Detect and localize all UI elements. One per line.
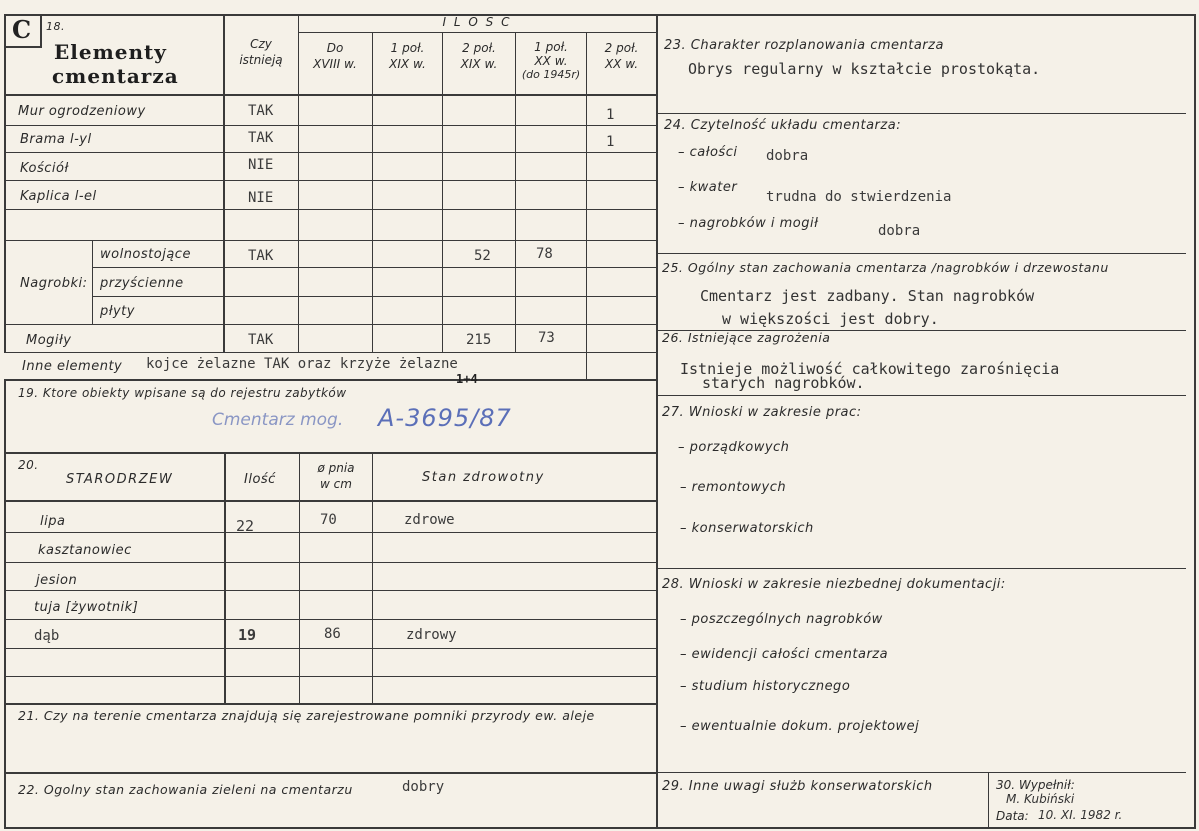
sec20-row-line	[4, 648, 656, 649]
sec24-item-label: – całości	[678, 145, 738, 160]
row-exists-mur: TAK	[248, 103, 274, 119]
sec20-row-line	[4, 562, 656, 563]
row-line	[92, 296, 656, 297]
sec23-value: Obrys regularny w kształcie prostokąta.	[688, 60, 1041, 78]
sec27-item: – porządkowych	[678, 440, 790, 455]
sec24-item-value: dobra	[878, 223, 921, 239]
border-right	[1194, 14, 1196, 829]
sec22-value: dobry	[402, 779, 445, 795]
mogily-label: Mogiły	[26, 333, 72, 348]
vline-p5	[586, 32, 587, 380]
tree-name: dąb	[34, 628, 60, 644]
header-period-3: 2 poł. XIX w.	[460, 41, 498, 71]
sec26-value-line2: starych nagrobków.	[702, 374, 865, 392]
header-ilosc: I L O S C	[442, 15, 512, 29]
row-line	[4, 324, 656, 325]
sec19-label: 19. Ktore obiekty wpisane są do rejestru zabytków	[18, 386, 347, 400]
header-bottom	[4, 94, 656, 96]
sec19-hand-number: A-3695/87	[378, 404, 512, 432]
nagrobki-row-p3: 52	[474, 248, 491, 264]
sec27-item: – remontowych	[680, 480, 787, 495]
vline-exists	[223, 14, 225, 380]
sec28-item: – ewidencji całości cmentarza	[680, 647, 889, 662]
sec20-top	[4, 452, 656, 454]
sec24-top	[658, 113, 1186, 114]
sec25-value-line1: Cmentarz jest zadbany. Stan nagrobków	[700, 287, 1035, 305]
sec28-item: – poszczególnych nagrobków	[680, 612, 883, 627]
sec20-col-count: Ilość	[244, 472, 276, 487]
row-line	[4, 152, 656, 153]
border-left	[4, 14, 6, 829]
sec26-value-line1: Istnieje możliwość całkowitego zarośnięcia	[680, 360, 1060, 378]
title-line1: Elementy	[54, 40, 167, 64]
sec24-label: 24. Czytelność układu cmentarza:	[664, 118, 902, 133]
sec23-label: 23. Charakter rozplanowania cmentarza	[664, 38, 944, 53]
mogily-exists: TAK	[248, 332, 274, 348]
sec21-label: 21. Czy na terenie cmentarza znajdują się zarejestrowane pomniki przyrody ew. aleje	[18, 708, 595, 723]
sec30-date-label: Data:	[996, 809, 1029, 823]
sec26-label: 26. Istniejące zagrożenia	[662, 330, 831, 345]
tree-diam: 70	[320, 512, 337, 528]
inne-value: kojce żelazne TAK oraz krzyże żelazne	[146, 356, 458, 372]
sec28-item: – ewentualnie dokum. projektowej	[680, 719, 920, 734]
sec25-top	[658, 253, 1186, 254]
row-label-kaplica: Kaplica l-el	[20, 189, 97, 204]
vline-p4	[515, 32, 516, 380]
sec20-row-line	[4, 590, 656, 591]
tree-health: zdrowe	[404, 512, 455, 528]
c-box-bottom	[4, 46, 42, 48]
sec20-vline	[372, 452, 373, 704]
row-label-kosciol: Kościół	[20, 161, 69, 176]
header-period-2: 1 poł. XIX w.	[389, 41, 426, 71]
nagrobki-row-label: płyty	[100, 304, 135, 319]
header-period-4: 1 poł. XX w. (do 1945r)	[521, 40, 581, 81]
row-line	[4, 125, 656, 126]
sec20-number: 20.	[18, 458, 39, 472]
sec20-header-bottom	[4, 500, 656, 502]
sec28-label: 28. Wnioski w zakresie niezbednej dokumentacji:	[662, 577, 1006, 592]
tree-name: kasztanowiec	[38, 543, 132, 558]
sec28-item: – studium historycznego	[680, 679, 851, 694]
section-number: 18.	[46, 20, 65, 33]
sec22-top	[4, 772, 656, 774]
sec20-col-health: Stan zdrowotny	[422, 470, 545, 485]
sec30-name: M. Kubiński	[1006, 792, 1075, 806]
tree-health: zdrowy	[406, 627, 457, 643]
sec25-label: 25. Ogólny stan zachowania cmentarza /nagrobków i drzewostanu	[662, 260, 1109, 275]
header-period-5: 2 poł. XX w.	[604, 41, 639, 71]
vline-p3	[442, 32, 443, 380]
sec25-value-line2: w większości jest dobry.	[722, 310, 939, 328]
sec20-title: STARODRZEW	[66, 472, 174, 487]
row-label-brama: Brama l-yl	[20, 132, 92, 147]
table-bottom	[4, 379, 656, 381]
row-p5-mur: 1	[606, 107, 615, 123]
row-exists-kaplica: NIE	[248, 190, 274, 206]
center-divider	[656, 14, 658, 829]
tree-name: lipa	[40, 514, 66, 529]
header-period-1: Do XVIII w.	[313, 41, 357, 71]
nagrobki-label: Nagrobki:	[20, 276, 88, 291]
sec29-top	[658, 772, 1186, 773]
row-exists-brama: TAK	[248, 130, 274, 146]
sec24-item-label: – nagrobków i mogił	[678, 216, 819, 231]
tree-name: jesion	[36, 573, 78, 588]
inne-count: 1+4	[456, 372, 478, 386]
row-p5-brama: 1	[606, 134, 615, 150]
row-line	[4, 209, 656, 210]
tree-name: tuja [żywotnik]	[34, 600, 139, 615]
row-line	[4, 240, 656, 241]
tree-diam: 86	[324, 626, 341, 642]
tree-count: 19	[238, 626, 257, 644]
sec30-date: 10. XI. 1982 r.	[1038, 808, 1123, 822]
nagrobki-row-exists: TAK	[248, 248, 274, 264]
sec27-label: 27. Wnioski w zakresie prac:	[662, 405, 862, 420]
ilosc-line	[298, 32, 656, 33]
card-letter: C	[12, 15, 32, 44]
sec20-row-line	[4, 676, 656, 677]
sec22-label: 22. Ogolny stan zachowania zieleni na cmentarzu	[18, 782, 353, 797]
vline-nagrobki	[92, 240, 93, 324]
row-line	[92, 267, 656, 268]
sec29-label: 29. Inne uwagi służb konserwatorskich	[662, 779, 933, 794]
row-exists-kosciol: NIE	[248, 157, 274, 173]
row-line	[4, 180, 656, 181]
nagrobki-row-label: przyścienne	[100, 276, 184, 291]
sec20-row-line	[4, 619, 656, 620]
sec30-divider	[988, 772, 989, 827]
sec24-item-value: trudna do stwierdzenia	[766, 189, 952, 205]
sec24-item-value: dobra	[766, 148, 809, 164]
row-label-mur: Mur ogrodzeniowy	[18, 104, 146, 119]
mogily-p4: 73	[538, 330, 555, 346]
mogily-p3: 215	[466, 332, 492, 348]
header-exists: Czy istnieją	[239, 37, 283, 67]
nagrobki-row-label: wolnostojące	[100, 247, 191, 262]
sec27-top	[658, 395, 1186, 396]
inne-label: Inne elementy	[22, 359, 123, 374]
sec30-label: 30. Wypełnił:	[996, 778, 1075, 792]
tree-count: 22	[236, 517, 255, 535]
border-bottom	[4, 827, 1196, 829]
sec27-item: – konserwatorskich	[680, 521, 814, 536]
sec20-row-line	[4, 532, 656, 533]
title-line2: cmentarza	[52, 64, 179, 88]
sec24-item-label: – kwater	[678, 180, 738, 195]
sec20-col-diam: ø pnia w cm	[317, 461, 355, 491]
vline-p2	[372, 32, 373, 380]
sec21-top	[4, 703, 656, 705]
sec19-hand-text: Cmentarz mog.	[212, 410, 344, 430]
nagrobki-row-p4: 78	[536, 246, 553, 262]
sec28-top	[658, 568, 1186, 569]
sec20-vline	[224, 452, 226, 704]
c-box-right	[40, 14, 42, 48]
